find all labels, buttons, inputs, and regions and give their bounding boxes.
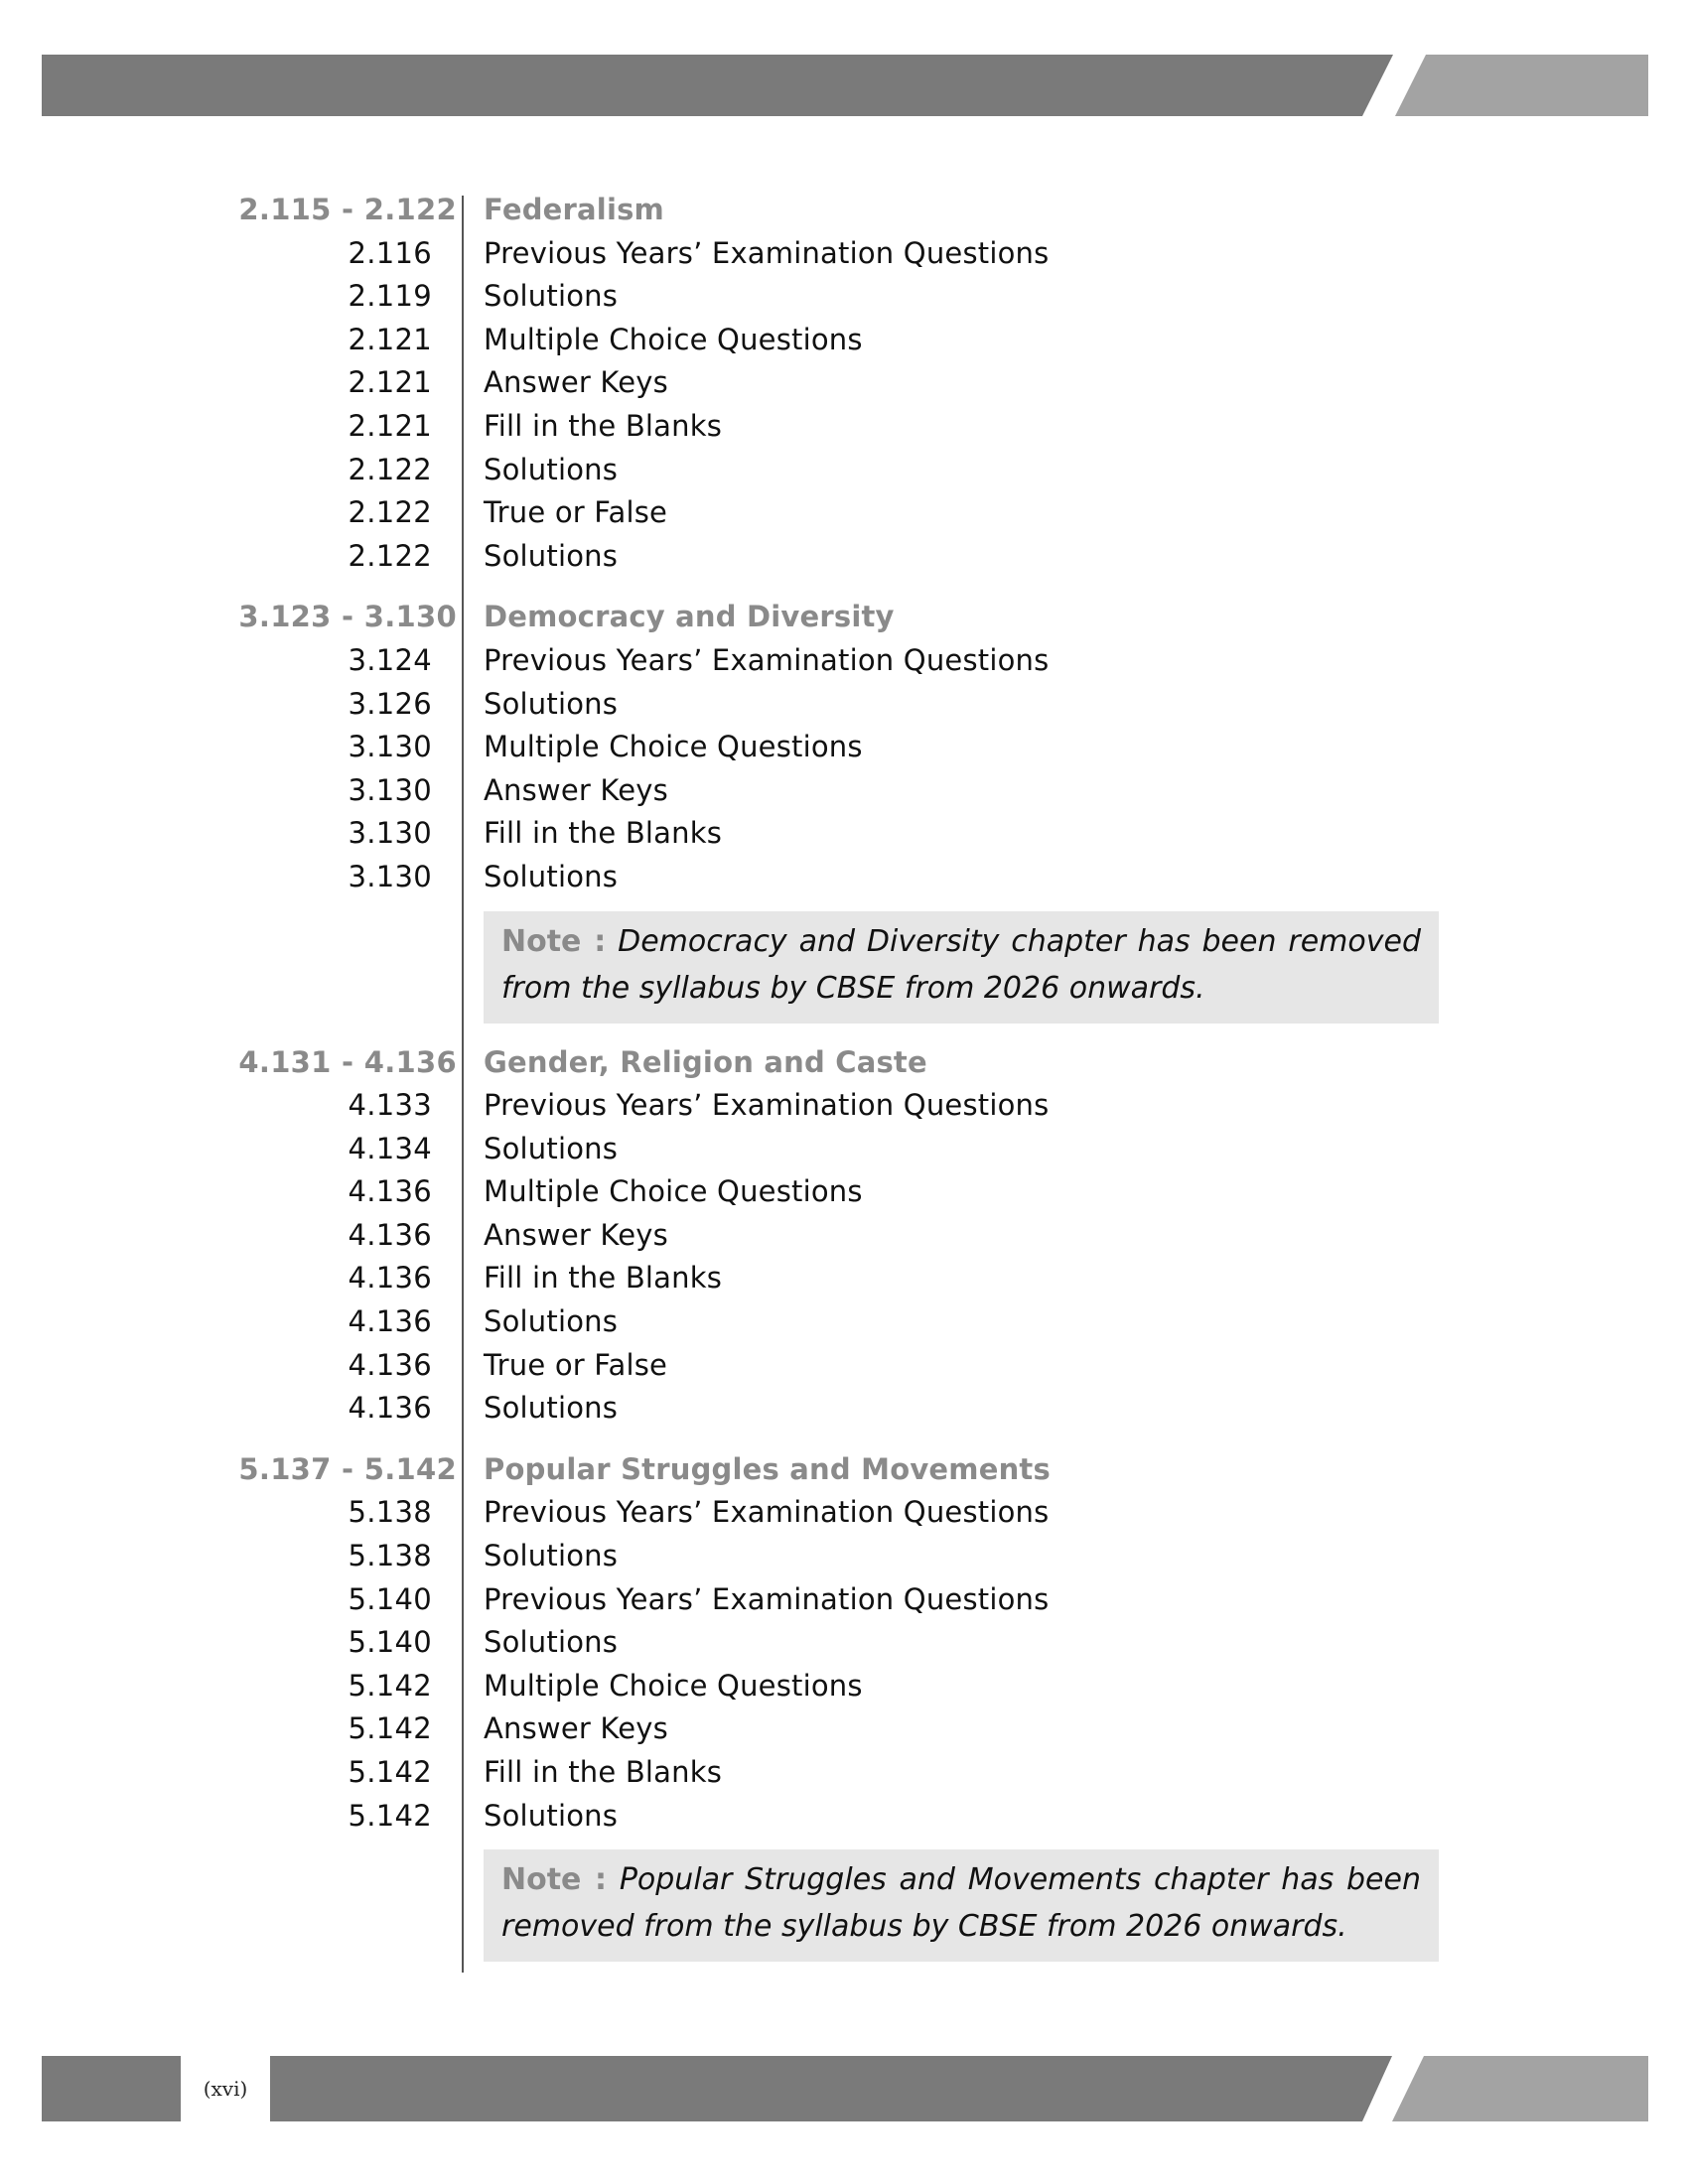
toc-section	[0, 1041, 1688, 1431]
chapter-page-range: 5.137 - 5.142	[238, 1451, 457, 1486]
entry-label: True or False	[484, 1347, 668, 1382]
table-of-contents	[0, 189, 1688, 1979]
entry-page-number: 4.136	[348, 1174, 432, 1209]
toc-entry[interactable]	[0, 319, 1688, 362]
toc-entry[interactable]	[0, 232, 1688, 276]
chapter-page-range: 3.123 - 3.130	[238, 600, 457, 634]
entry-label: Multiple Choice Questions	[484, 730, 863, 764]
entry-page-number: 2.122	[348, 452, 432, 486]
toc-entry[interactable]	[0, 1257, 1688, 1300]
toc-entry[interactable]	[0, 726, 1688, 769]
entry-label: Solutions	[484, 859, 619, 893]
entry-label: Previous Years’ Examination Questions	[484, 1495, 1050, 1530]
entry-label: Previous Years’ Examination Questions	[484, 1088, 1050, 1123]
toc-section	[0, 1448, 1688, 1962]
entry-page-number: 2.122	[348, 538, 432, 573]
note-box	[484, 1849, 1439, 1962]
entry-page-number: 5.142	[348, 1711, 432, 1746]
chapter-heading[interactable]	[0, 189, 1688, 232]
toc-entry[interactable]	[0, 1578, 1688, 1622]
toc-section	[0, 596, 1688, 1023]
toc-entry[interactable]	[0, 1491, 1688, 1535]
chapter-heading[interactable]	[0, 1448, 1688, 1492]
entry-label: Fill in the Blanks	[484, 408, 723, 443]
entry-page-number: 2.116	[348, 235, 432, 270]
entry-page-number: 4.136	[348, 1347, 432, 1382]
entry-page-number: 3.130	[348, 730, 432, 764]
toc-entry[interactable]	[0, 361, 1688, 405]
entry-page-number: 4.136	[348, 1304, 432, 1339]
entry-page-number: 4.136	[348, 1217, 432, 1252]
entry-page-number: 4.136	[348, 1391, 432, 1426]
entry-label: Solutions	[484, 1539, 619, 1573]
note-label: Note :	[501, 923, 607, 959]
entry-page-number: 2.121	[348, 365, 432, 400]
chapter-title: Federalism	[484, 193, 664, 226]
entry-label: Solutions	[484, 452, 619, 486]
toc-entry[interactable]	[0, 1084, 1688, 1128]
entry-label: Answer Keys	[484, 1711, 668, 1746]
toc-entry[interactable]	[0, 1621, 1688, 1665]
note-text: Democracy and Diversity chapter has been removed from the syllabus by CBSE from 2026 onwards.	[501, 923, 1421, 1006]
entry-label: Solutions	[484, 279, 619, 314]
chapter-title: Democracy and Diversity	[484, 600, 895, 634]
entry-page-number: 5.142	[348, 1798, 432, 1833]
entry-label: Previous Years’ Examination Questions	[484, 235, 1050, 270]
toc-entry[interactable]	[0, 1535, 1688, 1578]
toc-entry[interactable]	[0, 856, 1688, 899]
entry-label: Solutions	[484, 1798, 619, 1833]
toc-entry[interactable]	[0, 639, 1688, 683]
chapter-heading[interactable]	[0, 1041, 1688, 1085]
entry-page-number: 2.121	[348, 408, 432, 443]
entry-page-number: 5.138	[348, 1539, 432, 1573]
header-band	[0, 0, 1688, 129]
toc-entry[interactable]	[0, 449, 1688, 492]
entry-page-number: 3.130	[348, 859, 432, 893]
chapter-title: Popular Struggles and Movements	[484, 1451, 1051, 1486]
toc-entry[interactable]	[0, 405, 1688, 449]
chapter-page-range: 4.131 - 4.136	[238, 1044, 457, 1079]
toc-entry[interactable]	[0, 1170, 1688, 1214]
toc-entry[interactable]	[0, 275, 1688, 319]
note-label: Note :	[501, 1862, 608, 1898]
toc-entry[interactable]	[0, 1214, 1688, 1258]
entry-label: Multiple Choice Questions	[484, 1174, 863, 1209]
toc-entry[interactable]	[0, 1128, 1688, 1171]
entry-label: Answer Keys	[484, 365, 668, 400]
toc-entry[interactable]	[0, 1665, 1688, 1708]
toc-entry[interactable]	[0, 1751, 1688, 1795]
toc-entry[interactable]	[0, 491, 1688, 535]
entry-label: Previous Years’ Examination Questions	[484, 642, 1050, 677]
entry-label: Solutions	[484, 1625, 619, 1660]
toc-entry[interactable]	[0, 1707, 1688, 1751]
entry-page-number: 4.136	[348, 1261, 432, 1296]
entry-label: Previous Years’ Examination Questions	[484, 1581, 1050, 1616]
entry-label: Fill in the Blanks	[484, 1755, 723, 1789]
entry-label: Multiple Choice Questions	[484, 322, 863, 356]
note-box	[484, 911, 1439, 1024]
entry-page-number: 3.124	[348, 642, 432, 677]
toc-section	[0, 189, 1688, 578]
entry-page-number: 5.140	[348, 1581, 432, 1616]
entry-page-number: 4.134	[348, 1131, 432, 1165]
toc-entry[interactable]	[0, 683, 1688, 727]
entry-label: Solutions	[484, 538, 619, 573]
entry-page-number: 2.121	[348, 322, 432, 356]
entry-page-number: 3.130	[348, 816, 432, 851]
entry-page-number: 2.122	[348, 495, 432, 530]
entry-label: Solutions	[484, 686, 619, 721]
entry-label: True or False	[484, 495, 668, 530]
entry-page-number: 5.142	[348, 1755, 432, 1789]
toc-entry[interactable]	[0, 812, 1688, 856]
entry-label: Solutions	[484, 1131, 619, 1165]
entry-page-number: 5.140	[348, 1625, 432, 1660]
toc-entry[interactable]	[0, 1300, 1688, 1344]
entry-page-number: 5.138	[348, 1495, 432, 1530]
note-text: Popular Struggles and Movements chapter has been removed from the syllabus by CBSE from 2026 onwards.	[501, 1862, 1421, 1945]
toc-entry[interactable]	[0, 1344, 1688, 1388]
toc-entry[interactable]	[0, 1387, 1688, 1431]
toc-entry[interactable]	[0, 1795, 1688, 1839]
entry-label: Multiple Choice Questions	[484, 1668, 863, 1703]
entry-page-number: 2.119	[348, 279, 432, 314]
entry-page-number: 3.130	[348, 772, 432, 807]
entry-label: Fill in the Blanks	[484, 816, 723, 851]
entry-label: Answer Keys	[484, 1217, 668, 1252]
chapter-heading[interactable]	[0, 596, 1688, 639]
toc-entry[interactable]	[0, 769, 1688, 813]
entry-page-number: 3.126	[348, 686, 432, 721]
toc-entry[interactable]	[0, 535, 1688, 579]
entry-page-number: 4.133	[348, 1088, 432, 1123]
entry-label: Answer Keys	[484, 772, 668, 807]
chapter-page-range: 2.115 - 2.122	[238, 193, 457, 226]
chapter-title: Gender, Religion and Caste	[484, 1044, 927, 1079]
page-number: (xvi)	[181, 2056, 270, 2121]
entry-label: Fill in the Blanks	[484, 1261, 723, 1296]
entry-page-number: 5.142	[348, 1668, 432, 1703]
entry-label: Solutions	[484, 1304, 619, 1339]
entry-label: Solutions	[484, 1391, 619, 1426]
